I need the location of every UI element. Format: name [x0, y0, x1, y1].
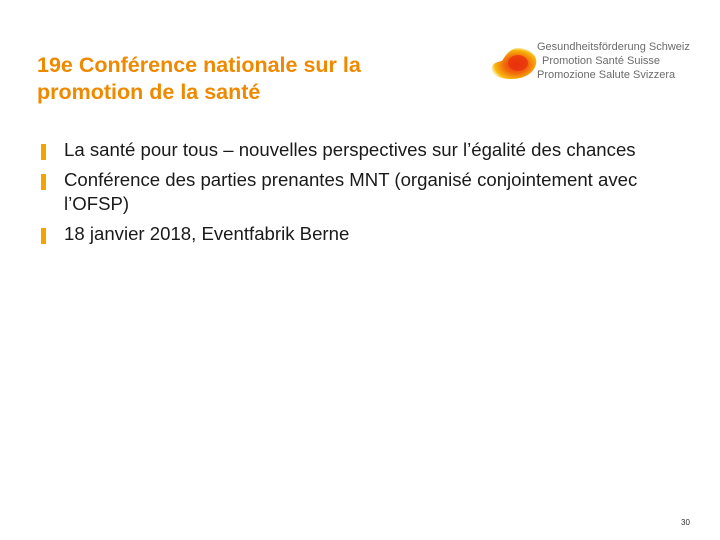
- logo-text-french: Promotion Santé Suisse: [542, 55, 661, 67]
- bullet-text: La santé pour tous – nouvelles perspectives sur l’égalité des chances: [64, 139, 636, 160]
- bullet-marker-icon: [41, 174, 46, 190]
- bullet-item: [40, 222, 680, 246]
- bullet-list: [40, 138, 680, 252]
- bullet-item: [40, 168, 680, 216]
- bullet-item: [40, 138, 680, 162]
- slide-title-line-2: promotion de la santé: [37, 80, 261, 104]
- logo-text-italian: Promozione Salute Svizzera: [537, 69, 676, 81]
- logo-wordmark: [537, 40, 690, 82]
- slide-title-line-1: 19e Conférence nationale sur la: [37, 53, 361, 77]
- bullet-marker-icon: [41, 144, 46, 160]
- health-promotion-switzerland-logo: [488, 38, 698, 88]
- bullet-text: Conférence des parties prenantes MNT (organisé conjointement avec l’OFSP): [64, 169, 638, 214]
- bullet-marker-icon: [41, 228, 46, 244]
- bullet-text: 18 janvier 2018, Eventfabrik Berne: [64, 223, 350, 244]
- logo-text-german: Gesundheitsförderung Schweiz: [537, 41, 690, 53]
- page-number: 30: [681, 518, 690, 527]
- logo-flame-icon: [488, 42, 540, 82]
- slide-title: [37, 52, 457, 106]
